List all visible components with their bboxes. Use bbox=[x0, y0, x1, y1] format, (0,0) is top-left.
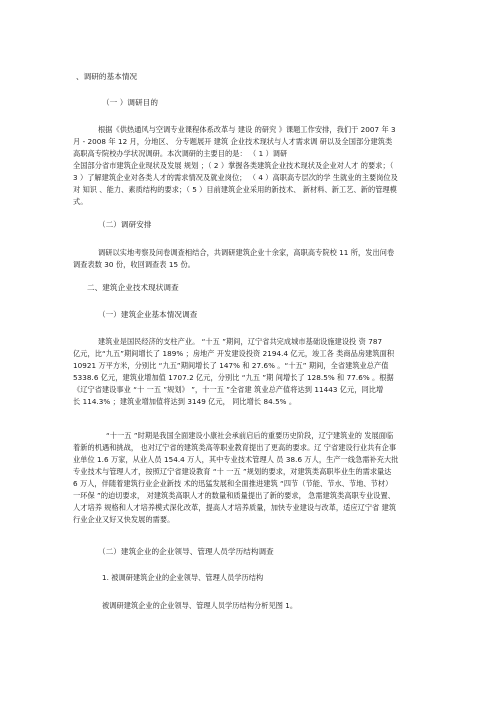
para4-line: “十一五 ”时期是我国全面建设小康社会承前启后的重要历史阶段，辽宁建筑业的 发展面临 bbox=[106, 431, 394, 440]
para1-line: 高职高专院校办学状况调研。本次调研的主要目的是： （ 1 ）调研 bbox=[73, 149, 288, 158]
para3-line: 10921 万平方米，分别比 “九五”期间增长了 147% 和 27.6% 。“十五” 期间，全省建筑业总产值 bbox=[73, 361, 389, 370]
para4-line: 6 万人，伴随着建筑行业企业新技 术的迅猛发展和全面推进建筑 “四节（节能、节水、节地、节材） bbox=[73, 479, 393, 488]
para1-line: 根据《供热通风与空调专业课程体系改革与 建设 的研究 》课题工作安排，我们于 2007 年 3 bbox=[98, 125, 396, 134]
para5-line: 被调研建筑企业的企业领导、管理人员学历结构分析见图 1。 bbox=[102, 601, 298, 610]
para3-line: 长 114.3% ；建筑业增加值将达到 3149 亿元， 同比增长 84.5% 。 bbox=[73, 397, 297, 406]
para4-line: 行业企业又好又快发展的需要。 bbox=[73, 515, 175, 524]
section1-heading: 、调研的基本情况 bbox=[76, 72, 138, 81]
para3-line: 亿元，比“九五”期间增长了 189% ；房地产 开发建设投资 2194.4 亿元，竣工各 类商品房建筑面积 bbox=[73, 349, 395, 358]
sub1-heading: （一 ）调研目的 bbox=[102, 98, 158, 107]
para2-line: 调研以实地考察及问卷调查相结合，共调研建筑企业十余家，高职高专院校 11 所，发出问卷 bbox=[98, 248, 395, 257]
para3-line: 5338.6 亿元，建筑业增加值 1707.2 亿元，分别比 “九五 ”期 间增长了 128.5% 和 77.6% 。根据 bbox=[73, 373, 394, 382]
para4-line: 人才培养 规格和人才培养模式深化改革，提高人才培养质量，加快专业建设与改革，适应辽宁省 建筑 bbox=[73, 503, 397, 512]
para3-line: 《辽宁省建设事业 “十 一五 ”规划》 ”，十一五 ”全省建 筑业总产值将达到 11443 亿元，同比增 bbox=[73, 385, 384, 394]
para1-line: 全国部分省市建筑企业现状及发展 规划 ；（ 2 ）掌握各类建筑企业技术现状及企业对人才 的要求；（ bbox=[73, 161, 394, 170]
para4-line: 着新的机遇和挑战， 也对辽宁省的建筑类高等职业教育提出了更高的要求。辽 宁省建设行业共有企事 bbox=[73, 443, 397, 452]
para3-line: 建筑业是国民经济的支柱产业。 “十五 ”期间，辽宁省共完成城市基础设施建设投 资 787 bbox=[98, 337, 383, 346]
para1-line: 月 - 2008 年 12 月，分地区、 分专题展开 建筑 企业技术现状与人才需求调 研以及全国部分建筑类 bbox=[73, 137, 393, 146]
item1: 1. 被调研建筑企业的企业领导、管理人员学历结构 bbox=[102, 573, 264, 582]
para4-line: 专业技术与管理人才，按照辽宁省建设教育 “十 一五 ”规划的要求，对建筑类高职毕业生的需求量达 bbox=[73, 467, 392, 476]
section2-heading: 二、建筑企业技术现状调查 bbox=[87, 283, 179, 292]
sub2-heading: （二）调研安排 bbox=[98, 220, 152, 229]
para1-line: 式。 bbox=[73, 197, 88, 206]
para1-line: 对 知识 、能力、素质结构的要求；（ 5 ）目前建筑企业采用的新技术、 新材料、新工艺、新的管理模 bbox=[73, 185, 397, 194]
para2-line: 调查表数 30 份，收回调查表 15 份。 bbox=[73, 260, 195, 269]
para4-line: 业单位 1.6 万家，从业人员 154.4 万人，其中专业技术管理人 员 38.6 万人，生产一线急需补充大批 bbox=[73, 455, 399, 464]
sub4-heading: （二）建筑企业的企业领导、管理人员学历结构调查 bbox=[98, 547, 274, 556]
para1-line: 3 ）了解建筑企业对各类人才的需求情况及就业岗位； （ 4 ）高职高专层次的学 生就业的主要岗位及 bbox=[73, 173, 398, 182]
sub3-heading: （一）建筑企业基本情况调查 bbox=[98, 310, 198, 319]
para4-line: 一环保 ”的迫切要求， 对建筑类高职人才的数量和质量提出了新的要求， 急需建筑类高职专业设置、 bbox=[73, 491, 395, 500]
